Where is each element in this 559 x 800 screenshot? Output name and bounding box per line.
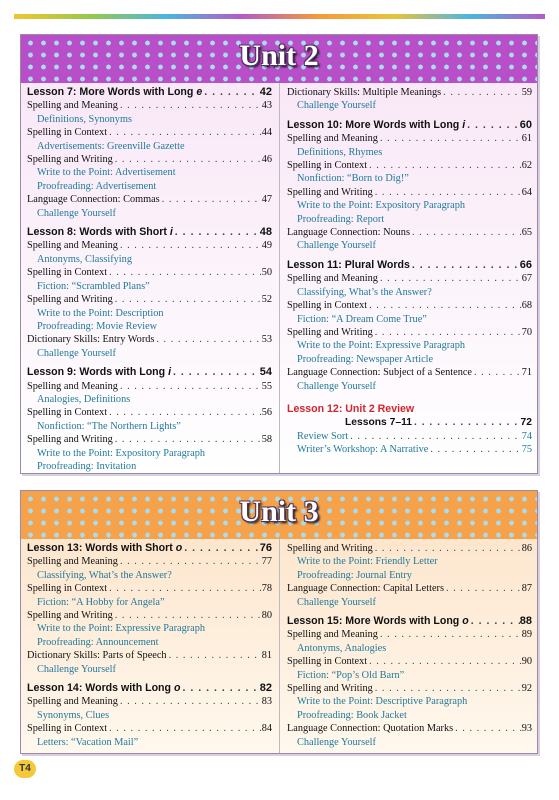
entry-title: Spelling and Writing [27,294,113,306]
lesson-heading [27,682,272,695]
leader-dots [412,416,521,429]
unit-3-banner [21,491,537,539]
leader-dots [410,226,522,239]
toc-entry [287,226,532,239]
toc-subentry: Fiction: “A Hobby for Angela” [37,596,165,608]
page-number: 47 [261,194,272,206]
column-divider [279,83,280,473]
leader-dots [107,126,262,139]
lesson-block [287,615,532,749]
toc-subentry: Write to the Point: Expressive Paragraph [37,623,206,635]
toc-entry [287,655,532,668]
entry-title: Language Connection: Quotation Marks [287,723,454,735]
unit-2-title: Unit 2 [239,39,319,72]
leader-dots [373,682,522,695]
leader-dots [367,159,522,172]
page-number: 82 [259,682,272,695]
toc-entry [27,555,272,568]
toc-subentry: Proofreading: Journal Entry [297,569,412,581]
toc-entry [27,582,272,595]
entry-title: Spelling and Meaning [27,696,118,708]
page-number: 90 [521,656,532,668]
lesson-heading [27,542,272,555]
leader-dots [444,582,522,595]
toc-entry [27,126,272,139]
toc-subentry: Proofreading: Advertisement [37,180,157,192]
entry-title: Spelling and Writing [287,683,373,695]
page-number: 87 [521,583,532,595]
toc-subentry: Write to the Point: Expressive Paragraph [297,340,466,352]
toc-entry [27,722,272,735]
lesson-vowel: o [175,542,183,554]
lesson-block [287,259,532,393]
toc-subentry: Nonfiction: “The Northern Lights” [37,420,181,432]
lesson-title-text: Lesson 9: Words with Long [27,366,169,379]
page-number: 48 [259,226,272,239]
leader-dots [107,266,262,279]
leader-dots [160,193,262,206]
unit-3-left-column [27,539,272,749]
page-number: 83 [261,696,272,708]
page-number: 59 [521,87,532,98]
lesson-title-text: Lesson 11: Plural Words [287,258,410,271]
page-number: 81 [261,650,272,662]
toc-entry [287,132,532,145]
lesson-title [27,226,173,239]
leader-dots [167,649,262,662]
toc-subentry: Proofreading: Invitation [37,460,137,472]
toc-subentry: Classifying, What’s the Answer? [37,569,172,581]
lesson-title-text: Lesson 13: Words with Short [27,542,176,554]
lesson-vowel: o [462,615,469,628]
toc-entry [27,609,272,622]
review-lessons-entry [287,416,532,429]
page-number: 68 [521,300,532,312]
lesson-heading [27,366,272,379]
entry-title: Spelling and Writing [287,326,373,338]
page-number: 50 [261,267,272,279]
page-number: 49 [261,240,272,252]
lesson-heading [287,119,532,132]
unit-3-contents [21,539,537,753]
leader-dots [428,443,521,456]
leader-dots [118,380,262,393]
leader-dots [113,433,262,446]
leader-dots [154,333,261,346]
entry-title: Spelling in Context [27,583,108,595]
unit-2-banner [21,35,537,83]
toc-entry [287,186,532,199]
entry-title: Spelling and Writing [27,434,113,446]
toc-entry [27,649,272,662]
toc-entry [287,628,532,641]
lesson-heading [27,226,272,239]
unit-2-right-column [287,83,532,457]
entry-title: Dictionary Skills: Parts of Speech [27,650,167,662]
page-number: 64 [521,186,532,198]
page-number: 52 [261,294,272,306]
column-divider [279,539,280,753]
toc-entry [27,193,272,206]
lesson-block [287,119,532,253]
leader-dots [180,682,259,695]
toc-entry [287,582,532,595]
toc-subentry: Challenge Yourself [37,207,116,219]
toc-subentry: Definitions, Rhymes [297,146,383,158]
leader-dots [367,655,522,668]
entry-title: Spelling and Meaning [27,240,118,252]
entry-title: Spelling and Meaning [287,273,378,285]
toc-entry [27,99,272,112]
toc-entry [287,682,532,695]
lesson-title-text: Lesson 7: More Words with Long [27,86,197,98]
lesson-block [27,682,272,749]
toc-entry [287,366,532,379]
page-number: 66 [519,258,532,271]
leader-dots [107,722,262,735]
leader-dots [113,609,262,622]
page-number: 53 [261,334,272,346]
toc-subentry: Advertisements: Greenville Gazette [37,140,185,152]
entry-title: Spelling in Context [287,300,368,312]
entry-title: Spelling and Meaning [287,133,378,145]
toc-entry [287,299,532,312]
toc-entry [287,542,532,555]
page-number: 89 [521,629,532,641]
toc-subentry: Proofreading: Report [297,213,385,225]
entry-title: Spelling and Writing [27,154,113,166]
review-subentry [287,430,532,443]
toc-subentry: Definitions, Synonyms [37,113,132,125]
entry-title: Language Connection: Nouns [287,227,410,239]
toc-subentry: Challenge Yourself [297,100,376,112]
entry-title: Dictionary Skills: Multiple Meanings [287,87,442,98]
toc-subentry: Challenge Yourself [297,736,376,748]
unit-2-section [20,34,538,474]
lesson-title [287,615,469,628]
toc-subentry: Write to the Point: Descriptive Paragraph [297,696,468,708]
page-number-badge: T4 [14,760,36,778]
lesson-block [27,86,272,220]
toc-subentry: Challenge Yourself [297,596,376,608]
page-number: 80 [261,610,272,622]
entry-title: Language Connection: Commas [27,194,160,206]
leader-dots [373,542,522,555]
leader-dots [182,542,260,555]
toc-subentry: Analogies, Definitions [37,393,131,405]
toc-subentry: Write to the Point: Friendly Letter [297,556,438,568]
toc-entry [287,272,532,285]
toc-entry [287,159,532,172]
page-number: 58 [261,434,272,446]
page-number: 44 [261,127,272,139]
toc-subentry: Antonyms, Analogies [297,642,387,654]
lesson-title [27,366,171,379]
leader-dots [118,695,262,708]
lesson-title-text: Lesson 15: More Words with Long [287,615,463,628]
toc-entry [287,326,532,339]
page-number: 70 [521,326,532,338]
toc-subentry: Letters: “Vacation Mail” [37,736,139,748]
leader-dots [118,239,262,252]
entry-title: Spelling in Context [27,723,108,735]
leader-dots [367,299,522,312]
leader-dots [113,153,262,166]
toc-subentry: Antonyms, Classifying [37,253,132,265]
lesson-title-text: Lesson 14: Words with Long [27,682,174,695]
lesson-vowel: i [168,366,172,379]
toc-entry [27,153,272,166]
unit-3-section [20,490,538,754]
lesson-title [27,542,182,555]
page-number: 60 [519,118,532,131]
lesson-block [27,542,272,676]
page-number: 75 [521,444,532,456]
top-color-rule [14,14,545,19]
leader-dots [118,555,262,568]
entry-title: Spelling in Context [27,127,108,139]
page-number: 56 [261,407,272,419]
page-number: 88 [519,615,532,628]
toc-entry [27,433,272,446]
entry-title: Spelling and Meaning [27,380,118,392]
toc-entry [27,293,272,306]
page-number: 61 [521,133,532,145]
toc-subentry: Fiction: “A Dream Come True” [297,313,427,325]
toc-entry [27,239,272,252]
toc-subentry: Classifying, What’s the Answer? [297,286,432,298]
toc-subentry: Proofreading: Newspaper Article [297,353,434,365]
entry-title: Spelling and Meaning [27,556,118,568]
page-number: 76 [259,542,272,554]
leader-dots [107,582,262,595]
lesson-block [27,226,272,360]
lesson-title-text: Lesson 10: More Words with Long [287,118,463,131]
entry-title: Spelling and Meaning [287,629,378,641]
entry-title: Language Connection: Subject of a Sentence [287,367,472,379]
leader-dots [373,326,522,339]
leader-dots [378,628,522,641]
page-number: 86 [521,543,532,554]
page-number: 77 [261,556,272,568]
leader-dots [113,293,262,306]
review-subentry [287,443,532,456]
entry-title: Review Sort [297,430,349,442]
toc-entry [287,722,532,735]
toc-entry [27,695,272,708]
unit-2-left-column [27,83,272,473]
leader-dots [107,406,262,419]
entry-title: Writer’s Workshop: A Narrative [297,444,429,456]
lesson-title [27,682,180,695]
entry-title: Spelling in Context [287,160,368,172]
unit-3-right-column [287,539,532,749]
entry-title: Spelling and Writing [27,610,113,622]
leader-dots [410,259,520,272]
leader-dots [118,99,262,112]
leader-dots [469,615,520,628]
page-number: 92 [521,683,532,695]
leader-dots [441,86,522,99]
review-block [287,403,532,457]
leader-dots [202,86,260,99]
lesson-vowel: e [196,86,203,98]
lesson-title [287,259,410,272]
toc-entry [287,86,532,99]
leader-dots [378,272,522,285]
entry-title: Spelling in Context [27,267,108,279]
lesson-title [287,119,465,132]
leader-dots [378,132,522,145]
leader-dots [348,430,522,443]
page-number: 78 [261,583,272,595]
toc-subentry: Write to the Point: Description [37,307,164,319]
toc-subentry: Fiction: “Pop’s Old Barn” [297,669,405,681]
lesson-block [287,542,532,609]
entry-title: Spelling and Meaning [27,100,118,112]
entry-title: Spelling and Writing [287,186,373,198]
lesson-title [27,86,202,99]
lesson-vowel: o [173,682,181,695]
leader-dots [173,226,260,239]
lesson-heading [27,86,272,99]
toc-entry [27,406,272,419]
toc-subentry: Write to the Point: Expository Paragraph [297,200,466,212]
lesson-vowel: i [462,118,466,131]
toc-subentry: Proofreading: Movie Review [37,320,158,332]
page-number: 93 [521,723,532,735]
toc-subentry: Challenge Yourself [297,380,376,392]
page-number: 84 [261,723,272,735]
entry-title: Spelling in Context [287,656,368,668]
toc-subentry: Fiction: “Scrambled Plans” [37,280,150,292]
page-number: 72 [520,417,532,429]
toc-subentry: Proofreading: Announcement [37,636,159,648]
leader-dots [373,186,522,199]
entry-title: Language Connection: Capital Letters [287,583,444,595]
toc-subentry: Synonyms, Clues [37,709,110,721]
entry-title: Spelling and Writing [287,543,373,554]
unit-2-contents [21,83,537,473]
page-number: 62 [521,160,532,172]
page-number: 46 [261,154,272,166]
leader-dots [472,366,522,379]
entry-title: Lessons 7–11 [345,417,412,429]
page-number: 65 [521,227,532,239]
lesson-block [287,86,532,113]
lesson-block [27,366,272,473]
page-number: 43 [261,100,272,112]
toc-subentry: Challenge Yourself [37,663,116,675]
page-number: 74 [521,430,532,442]
toc-subentry: Challenge Yourself [37,347,116,359]
toc-entry [27,333,272,346]
leader-dots [171,366,260,379]
toc-subentry: Proofreading: Book Jacket [297,709,407,721]
toc-subentry: Write to the Point: Expository Paragraph [37,447,206,459]
toc-entry [27,266,272,279]
toc-subentry: Nonfiction: “Born to Dig!” [297,173,409,185]
page-number: 54 [259,366,272,379]
lesson-title-text: Lesson 8: Words with Short [27,226,170,239]
lesson-heading [287,615,532,628]
toc-subentry: Write to the Point: Advertisement [37,167,176,179]
unit-3-title: Unit 3 [239,495,319,528]
page-number: 42 [259,86,272,98]
page-number: 67 [521,273,532,285]
toc-entry [27,380,272,393]
toc-subentry: Challenge Yourself [297,240,376,252]
entry-title: Dictionary Skills: Entry Words [27,334,155,346]
page-number: 55 [261,380,272,392]
lesson-heading [287,259,532,272]
review-heading: Lesson 12: Unit 2 Review [287,402,415,415]
leader-dots [453,722,522,735]
entry-title: Spelling in Context [27,407,108,419]
lesson-vowel: i [169,226,173,239]
page-number: 71 [521,367,532,379]
leader-dots [465,119,520,132]
